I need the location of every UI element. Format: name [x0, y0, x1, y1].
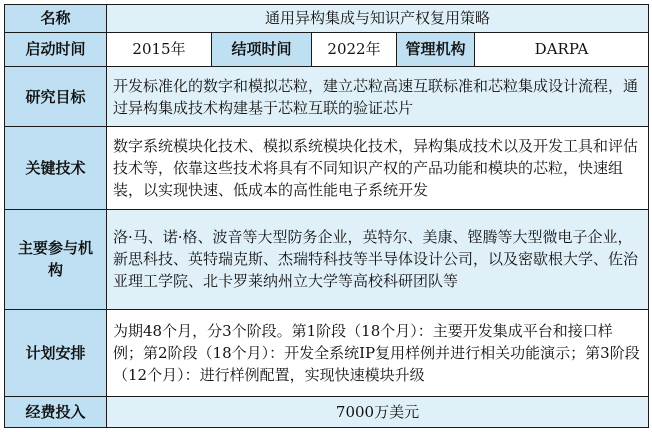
- plan-value: 为期48个月，分3个阶段。第1阶段（18个月）：主要开发集成平台和接口样例；第2阶段（18个月）：开发全系统IP复用样例并进行相关功能演示；第3阶段（12个月）：进行样例配置，实现快速模块升级: [107, 310, 649, 397]
- start-time-label: 启动时间: [5, 32, 107, 66]
- row-orgs: [5, 209, 649, 309]
- tech-value: 数字系统模块化技术、模拟系统模块化技术，异构集成技术以及开发工具和评估技术等，依靠这些技术将具有不同知识产权的产品功能和模块的芯粒，快速组装，以实现快速、低成本的高性能电子系统开发: [107, 127, 649, 210]
- orgs-value: 洛·马、诺·格、波音等大型防务企业，英特尔、美康、铿腾等大型微电子企业，新思科技、英特瑞克斯、杰瑞特科技等半导体设计公司，以及密歇根大学、佐治亚理工学院、北卡罗莱纳州立大学等高校科研团队等: [107, 209, 649, 309]
- row-tech: [5, 127, 649, 210]
- program-info-table: [4, 4, 649, 428]
- goal-label: 研究目标: [5, 67, 107, 127]
- end-time-value: 2022年: [312, 32, 397, 66]
- row-name: [5, 5, 649, 33]
- row-plan: [5, 310, 649, 397]
- row-goal: [5, 67, 649, 127]
- row-timing: [5, 32, 649, 66]
- funding-label: 经费投入: [5, 396, 107, 427]
- name-label: 名称: [5, 5, 107, 33]
- agency-value: DARPA: [475, 32, 649, 66]
- tech-label: 关键技术: [5, 127, 107, 210]
- name-value: 通用异构集成与知识产权复用策略: [107, 5, 649, 33]
- row-funding: [5, 396, 649, 427]
- goal-value: 开发标准化的数字和模拟芯粒，建立芯粒高速互联标准和芯粒集成设计流程，通过异构集成技术构建基于芯粒互联的验证芯片: [107, 67, 649, 127]
- end-time-label: 结项时间: [212, 32, 312, 66]
- orgs-label: 主要参与机构: [5, 209, 107, 309]
- funding-value: 7000万美元: [107, 396, 649, 427]
- plan-label: 计划安排: [5, 310, 107, 397]
- agency-label: 管理机构: [397, 32, 475, 66]
- start-time-value: 2015年: [107, 32, 212, 66]
